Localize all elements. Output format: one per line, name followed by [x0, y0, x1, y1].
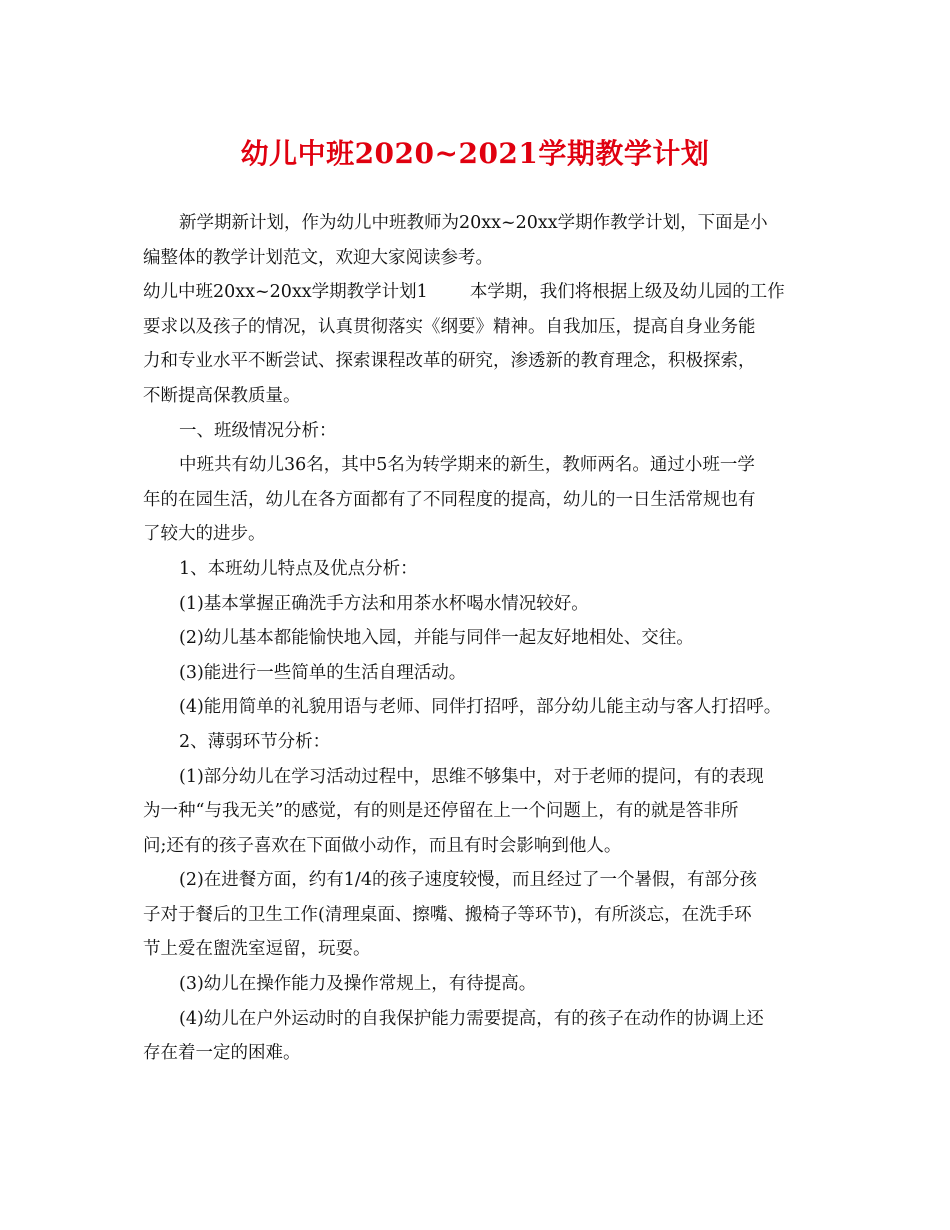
- list-item: (3)能进行一些简单的生活自理活动。: [179, 662, 467, 683]
- section-heading: 一、班级情况分析：: [179, 420, 337, 441]
- paragraph-line: 不断提高保教质量。: [143, 385, 301, 406]
- paragraph-line: 力和专业水平不断尝试、探索课程改革的研究，渗透新的教育理念，积极探索，: [143, 351, 756, 372]
- section-heading: 幼儿中班20xx~20xx学期教学计划1: [143, 282, 428, 303]
- paragraph-text: 本学期，我们将根据上级及幼儿园的工作: [469, 282, 785, 303]
- section-heading: 1、本班幼儿特点及优点分析：: [179, 558, 418, 579]
- section-heading: 2、薄弱环节分析：: [179, 731, 331, 752]
- document-title: 幼儿中班2020~2021学期教学计划: [240, 137, 710, 170]
- paragraph-line: 节上爱在盥洗室逗留，玩耍。: [143, 939, 371, 960]
- paragraph-line: 新学期新计划，作为幼儿中班教师为20xx~20xx学期作教学计划，下面是小: [179, 213, 768, 233]
- paragraph-line: 子对于餐后的卫生工作(清理桌面、擦嘴、搬椅子等环节)，有所淡忘，在洗手环: [143, 904, 752, 925]
- paragraph-line: 存在着一定的困难。: [143, 1043, 301, 1064]
- document-body: [143, 206, 823, 1071]
- paragraph-line: 中班共有幼儿36名，其中5名为转学期来的新生，教师两名。通过小班一学: [179, 455, 755, 476]
- paragraph-line: 了较大的进步。: [143, 524, 266, 545]
- paragraph-line: 年的在园生活，幼儿在各方面都有了不同程度的提高，幼儿的一日生活常规也有: [143, 489, 756, 510]
- paragraph-line: 要求以及孩子的情况，认真贯彻落实《纲要》精神。自我加压，提高自身业务能: [143, 316, 756, 337]
- list-item: (2)在进餐方面，约有1/4的孩子速度较慢，而且经过了一个暑假，有部分孩: [179, 870, 757, 891]
- list-item: (4)能用简单的礼貌用语与老师、同伴打招呼，部分幼儿能主动与客人打招呼。: [179, 697, 782, 718]
- paragraph-line: 为一种“与我无关”的感觉，有的则是还停留在上一个问题上，有的就是答非所: [143, 801, 739, 822]
- paragraph-line: [143, 275, 823, 310]
- list-item: (4)幼儿在户外运动时的自我保护能力需要提高，有的孩子在动作的协调上还: [179, 1008, 764, 1029]
- list-item: (1)基本掌握正确洗手方法和用茶水杯喝水情况较好。: [179, 593, 589, 614]
- list-item: (3)幼儿在操作能力及操作常规上，有待提高。: [179, 974, 537, 995]
- list-item: (2)幼儿基本都能愉快地入园，并能与同伴一起友好地相处、交往。: [179, 628, 694, 649]
- paragraph-line: 编整体的教学计划范文，欢迎大家阅读参考。: [143, 247, 493, 268]
- list-item: (1)部分幼儿在学习活动过程中，思维不够集中，对于老师的提问，有的表现: [179, 766, 764, 787]
- paragraph-line: 问;还有的孩子喜欢在下面做小动作，而且有时会影响到他人。: [143, 835, 622, 856]
